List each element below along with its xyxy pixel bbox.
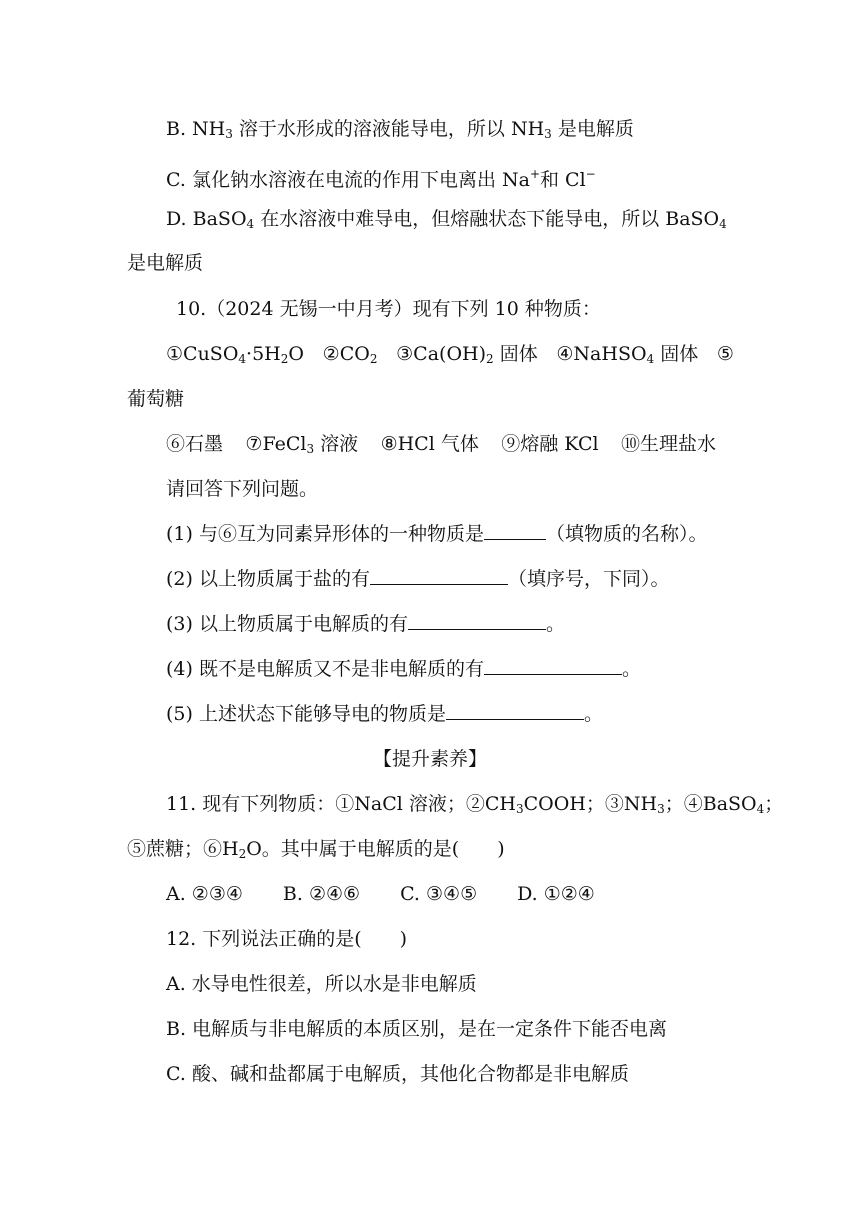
text: 是电解质 <box>551 118 634 140</box>
text: 。 <box>621 658 641 680</box>
text: (4) 既不是电解质又不是非电解质的有 <box>166 658 484 680</box>
text: 。 <box>583 703 603 725</box>
answer-blank[interactable] <box>484 656 622 675</box>
question-10-ask: 请回答下列问题。 <box>166 478 319 500</box>
item-8: ⑧HCl 气体 <box>380 433 479 455</box>
answer-blank[interactable] <box>446 701 584 720</box>
question-12-option-a[interactable]: A. 水导电性很差，所以水是非电解质 <box>166 973 477 995</box>
item-9: ⑨熔融 KCl <box>501 433 599 455</box>
question-10-part-3 <box>166 611 565 637</box>
question-11-stem: 11. 现有下列物质：①NaCl 溶液；$②CH_3COOH$；$③NH_3$；④BaSO$_4$； <box>166 793 784 816</box>
text: (1) 与⑥互为同素异形体的一种物质是 <box>166 523 484 545</box>
text: (2) 以上物质属于盐的有 <box>166 568 370 590</box>
question-10-part-2 <box>166 566 669 592</box>
item-5: ⑤ <box>716 343 734 365</box>
text: （填物质的名称）。 <box>545 523 708 545</box>
text: 溶于水形成的溶液能导电，所以 NH <box>232 118 545 140</box>
item-7: ⑦FeCl$_3$ 溶液 <box>245 433 359 456</box>
question-10-stem: 10.（2024 无锡一中月考）现有下列 10 种物质： <box>176 298 601 320</box>
option-c-line <box>166 161 596 193</box>
text: 在水溶液中难导电，但熔融状态下能导电，所以 BaSO <box>254 208 720 230</box>
question-10-part-1 <box>166 521 707 547</box>
option-b-line <box>166 116 634 147</box>
item-10: ⑩生理盐水 <box>620 433 716 455</box>
question-10-part-4 <box>166 656 641 682</box>
text: (3) 以上物质属于电解质的有 <box>166 613 408 635</box>
subscript: 3 <box>544 127 552 141</box>
item-6: ⑥石墨 <box>166 433 224 455</box>
text: C. 氯化钠水溶液在电流的作用下电离出 Na <box>166 169 530 191</box>
item-1: $①CuSO_4\cdot 5H_2O$ <box>166 343 304 366</box>
question-10-list-1-wrap: 葡萄糖 <box>127 388 185 410</box>
option-a[interactable]: A. ②③④ <box>166 883 243 905</box>
option-d-line <box>166 206 727 237</box>
superscript: + <box>529 167 540 181</box>
option-d-wrap: 是电解质 <box>127 252 204 274</box>
item-2: $②CO_2$ <box>322 343 378 366</box>
superscript: − <box>585 167 596 181</box>
item-4: ④NaHSO$_4$ 固体 <box>556 343 699 366</box>
subscript: 4 <box>246 217 255 231</box>
text: （填序号，下同）。 <box>507 568 670 590</box>
text: (5) 上述状态下能够导电的物质是 <box>166 703 446 725</box>
answer-blank[interactable] <box>370 566 508 585</box>
question-11-options <box>166 881 635 907</box>
text: 。 <box>545 613 565 635</box>
question-10-list-2 <box>166 431 716 462</box>
answer-blank[interactable] <box>484 521 546 540</box>
question-11-stem-wrap: ⑤蔗糖；$⑥H_2O$。其中属于电解质的是( ) <box>127 838 505 861</box>
question-12-stem: 12. 下列说法正确的是( ) <box>166 928 408 950</box>
question-10-part-5 <box>166 701 603 727</box>
answer-blank[interactable] <box>408 611 546 630</box>
option-b[interactable]: B. ②④⑥ <box>282 883 361 905</box>
text: D. BaSO <box>166 208 247 230</box>
item-3: $③Ca(OH)_2$ 固体 <box>396 343 538 366</box>
question-12-option-b[interactable]: B. 电解质与非电解质的本质区别，是在一定条件下能否电离 <box>166 1018 668 1040</box>
subscript: 4 <box>719 217 727 231</box>
section-heading: 【提升素养】 <box>372 748 487 770</box>
option-c[interactable]: C. ③④⑤ <box>400 883 478 905</box>
text: B. NH <box>166 118 226 140</box>
option-d[interactable]: D. ①②④ <box>517 883 595 905</box>
subscript: 3 <box>225 127 233 141</box>
question-12-option-c[interactable]: C. 酸、碱和盐都属于电解质，其他化合物都是非电解质 <box>166 1063 629 1085</box>
text: 和 Cl <box>540 169 586 191</box>
question-10-list-1 <box>166 341 734 372</box>
